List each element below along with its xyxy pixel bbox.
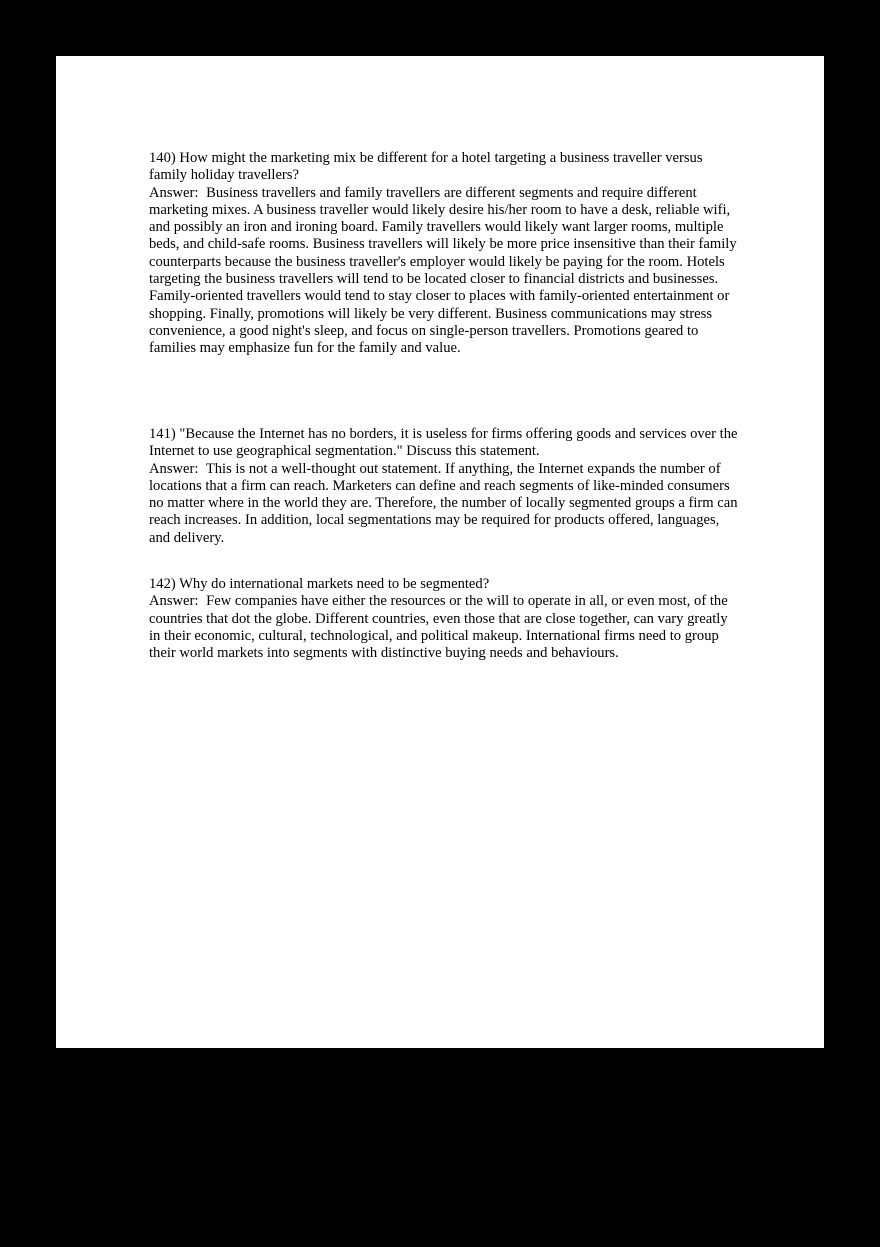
question-number: 140) <box>149 150 176 166</box>
answer-text <box>149 461 739 547</box>
question-prompt: Why do international markets need to be segmented? <box>179 576 490 592</box>
answer-label: Answer: <box>149 184 199 201</box>
question-text <box>149 150 739 185</box>
question-prompt: How might the marketing mix be different for a hotel targeting a business traveller versus family holiday travellers? <box>149 150 703 184</box>
question-prompt: "Because the Internet has no borders, it is useless for firms offering goods and services over the Internet to use geographical segmentation." Discuss this statement. <box>149 426 738 460</box>
answer-label: Answer: <box>149 593 199 610</box>
question-number: 141) <box>149 426 176 442</box>
question-block-141 <box>149 426 739 547</box>
answer-text <box>149 185 739 358</box>
question-block-140 <box>149 150 739 358</box>
answer-body: Few companies have either the resources or the will to operate in all, or even most, of the countries that dot the globe. Different countries, even those that are close together, can vary greatly in their economic, cultural, technological, and political makeup. International firms need to group their world markets into segments with distinctive buying needs and behaviours. <box>149 593 728 662</box>
question-text <box>149 576 739 593</box>
document-page <box>56 56 824 1048</box>
answer-text <box>149 593 739 662</box>
answer-body: This is not a well-thought out statement. If anything, the Internet expands the number of locations that a firm can reach. Marketers can define and reach segments of like-minded consumers no matter where in the world they are. Therefore, the number of locally segmented groups a firm can reach increases. In addition, local segmentations may be required for products offered, languages, and delivery. <box>149 460 738 546</box>
question-block-142 <box>149 576 739 662</box>
question-number: 142) <box>149 576 176 592</box>
answer-label: Answer: <box>149 460 199 477</box>
answer-body: Business travellers and family travellers are different segments and require different marketing mixes. A business traveller would likely desire his/her room to have a desk, reliable wifi, and possibly an iron and ironing board. Family travellers would likely want larger rooms, multiple beds, and child-safe rooms. Business travellers will likely be more price insensitive than their family counterparts because the business traveller's employer would likely be paying for the room. Hotels targeting the business travellers will tend to be located closer to financial districts and businesses. Family-oriented travellers would tend to stay closer to places with family-oriented entertainment or shopping. Finally, promotions will likely be very different. Business communications may stress convenience, a good night's sleep, and focus on single-person travellers. Promotions geared to families may emphasize fun for the family and value. <box>149 184 737 357</box>
question-text <box>149 426 739 461</box>
